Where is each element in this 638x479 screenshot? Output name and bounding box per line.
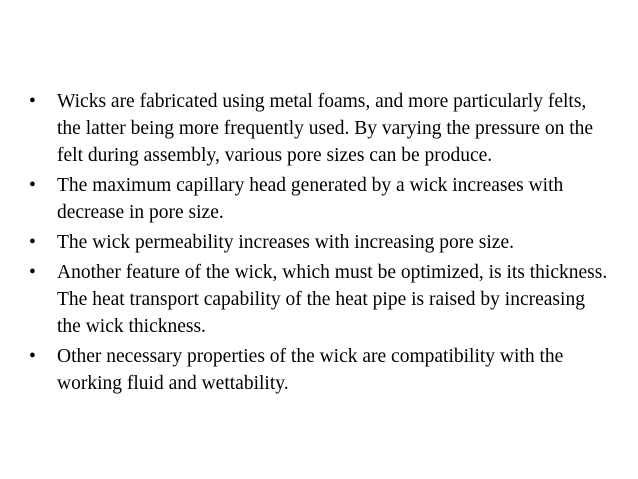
bullet-item-2	[29, 172, 609, 226]
bullet-text: Another feature of the wick, which must be optimized, is its thickness. The heat transport capability of the heat pipe is raised by increasing the wick thickness.	[57, 262, 608, 337]
bullet-item-5	[29, 343, 609, 397]
bullet-mark: •	[29, 346, 36, 367]
bullet-mark: •	[29, 175, 36, 196]
bullet-text: The maximum capillary head generated by a wick increases with decrease in pore size.	[57, 175, 564, 223]
bullet-item-1	[29, 88, 609, 169]
bullet-mark: •	[29, 91, 36, 112]
bullet-text: The wick permeability increases with increasing pore size.	[57, 232, 514, 253]
bullet-text: Wicks are fabricated using metal foams, and more particularly felts, the latter being more frequently used. By varying the pressure on the felt during assembly, various pore sizes can be produce.	[57, 91, 594, 166]
bullet-mark: •	[29, 262, 36, 283]
bullet-item-4	[29, 259, 609, 340]
bullet-list	[29, 88, 609, 400]
bullet-text: Other necessary properties of the wick are compatibility with the working fluid and wettability.	[57, 346, 564, 394]
bullet-mark: •	[29, 232, 36, 253]
bullet-item-3	[29, 229, 609, 256]
